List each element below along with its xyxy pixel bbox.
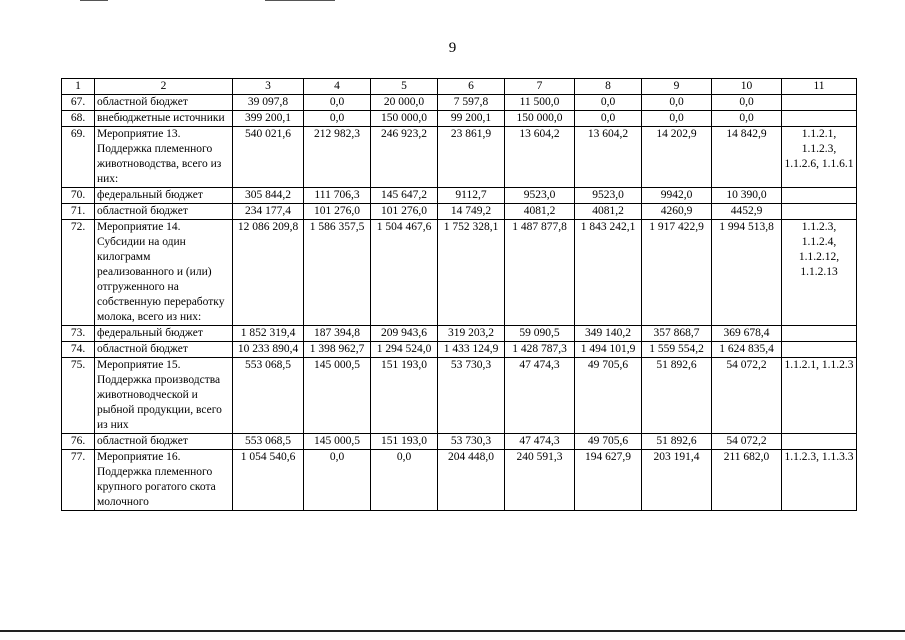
row-number-cell: 71. [62, 204, 95, 220]
column-header: 8 [575, 79, 642, 95]
value-cell: 0,0 [712, 111, 782, 127]
value-cell: 211 682,0 [712, 450, 782, 511]
value-cell: 1 917 422,9 [642, 220, 712, 326]
value-cell: 234 177,4 [233, 204, 304, 220]
value-cell: 0,0 [642, 111, 712, 127]
value-cell: 1 752 328,1 [438, 220, 505, 326]
row-number-cell: 68. [62, 111, 95, 127]
value-cell: 14 202,9 [642, 127, 712, 188]
top-edge-line [265, 0, 335, 1]
value-cell: 305 844,2 [233, 188, 304, 204]
value-cell: 540 021,6 [233, 127, 304, 188]
value-cell: 0,0 [371, 450, 438, 511]
table-row [62, 204, 857, 220]
value-cell: 14 749,2 [438, 204, 505, 220]
value-cell: 1 852 319,4 [233, 326, 304, 342]
value-cell: 47 474,3 [505, 434, 575, 450]
value-cell: 1 054 540,6 [233, 450, 304, 511]
row-name-cell: федеральный бюджет [95, 326, 233, 342]
indicator-codes-cell: 1.1.2.1, 1.1.2.3, 1.1.2.6, 1.1.6.1 [782, 127, 857, 188]
row-name-cell: областной бюджет [95, 95, 233, 111]
row-number-cell: 74. [62, 342, 95, 358]
page-number: 9 [448, 40, 457, 56]
value-cell: 9523,0 [575, 188, 642, 204]
value-cell: 150 000,0 [505, 111, 575, 127]
value-cell: 7 597,8 [438, 95, 505, 111]
value-cell: 4260,9 [642, 204, 712, 220]
value-cell: 54 072,2 [712, 358, 782, 434]
value-cell: 1 559 554,2 [642, 342, 712, 358]
table-row [62, 342, 857, 358]
row-name-cell: Мероприятие 14. Субсидии на один килограмм реализованного и (или) отгруженного на собственную переработку молока, всего из них: [95, 220, 233, 326]
table-row [62, 127, 857, 188]
row-number-cell: 67. [62, 95, 95, 111]
value-cell: 39 097,8 [233, 95, 304, 111]
indicator-codes-cell: 1.1.2.1, 1.1.2.3 [782, 358, 857, 434]
value-cell: 1 433 124,9 [438, 342, 505, 358]
value-cell: 1 504 467,6 [371, 220, 438, 326]
value-cell: 151 193,0 [371, 434, 438, 450]
column-header: 9 [642, 79, 712, 95]
value-cell: 1 624 835,4 [712, 342, 782, 358]
row-number-cell: 72. [62, 220, 95, 326]
value-cell: 194 627,9 [575, 450, 642, 511]
row-number-cell: 75. [62, 358, 95, 434]
value-cell: 0,0 [575, 95, 642, 111]
value-cell: 23 861,9 [438, 127, 505, 188]
value-cell: 204 448,0 [438, 450, 505, 511]
value-cell: 10 390,0 [712, 188, 782, 204]
row-number-cell: 77. [62, 450, 95, 511]
value-cell: 51 892,6 [642, 434, 712, 450]
value-cell: 246 923,2 [371, 127, 438, 188]
table-row [62, 450, 857, 511]
column-header: 5 [371, 79, 438, 95]
value-cell: 212 982,3 [304, 127, 371, 188]
column-header: 2 [95, 79, 233, 95]
value-cell: 187 394,8 [304, 326, 371, 342]
value-cell: 203 191,4 [642, 450, 712, 511]
row-number-cell: 73. [62, 326, 95, 342]
value-cell: 53 730,3 [438, 434, 505, 450]
value-cell: 49 705,6 [575, 434, 642, 450]
value-cell: 9523,0 [505, 188, 575, 204]
value-cell: 553 068,5 [233, 434, 304, 450]
value-cell: 51 892,6 [642, 358, 712, 434]
value-cell: 1 428 787,3 [505, 342, 575, 358]
value-cell: 49 705,6 [575, 358, 642, 434]
row-number-cell: 70. [62, 188, 95, 204]
value-cell: 0,0 [304, 450, 371, 511]
value-cell: 9942,0 [642, 188, 712, 204]
row-name-cell: областной бюджет [95, 204, 233, 220]
value-cell: 0,0 [304, 111, 371, 127]
value-cell: 11 500,0 [505, 95, 575, 111]
indicator-codes-cell [782, 342, 857, 358]
value-cell: 99 200,1 [438, 111, 505, 127]
column-header: 3 [233, 79, 304, 95]
table-row [62, 111, 857, 127]
value-cell: 553 068,5 [233, 358, 304, 434]
value-cell: 47 474,3 [505, 358, 575, 434]
row-name-cell: Мероприятие 15. Поддержка производства животноводческой и рыбной продукции, всего из них [95, 358, 233, 434]
row-name-cell: внебюджетные источники [95, 111, 233, 127]
table-row [62, 434, 857, 450]
value-cell: 101 276,0 [371, 204, 438, 220]
value-cell: 1 294 524,0 [371, 342, 438, 358]
value-cell: 13 604,2 [575, 127, 642, 188]
value-cell: 145 647,2 [371, 188, 438, 204]
value-cell: 349 140,2 [575, 326, 642, 342]
indicator-codes-cell [782, 326, 857, 342]
indicator-codes-cell [782, 95, 857, 111]
value-cell: 0,0 [575, 111, 642, 127]
row-name-cell: областной бюджет [95, 434, 233, 450]
value-cell: 369 678,4 [712, 326, 782, 342]
value-cell: 1 487 877,8 [505, 220, 575, 326]
column-number-row [62, 79, 857, 95]
column-header: 1 [62, 79, 95, 95]
table-row [62, 358, 857, 434]
value-cell: 20 000,0 [371, 95, 438, 111]
value-cell: 150 000,0 [371, 111, 438, 127]
value-cell: 111 706,3 [304, 188, 371, 204]
value-cell: 145 000,5 [304, 358, 371, 434]
indicator-codes-cell: 1.1.2.3, 1.1.3.3 [782, 450, 857, 511]
top-edge-line [80, 0, 108, 1]
value-cell: 101 276,0 [304, 204, 371, 220]
column-header: 7 [505, 79, 575, 95]
value-cell: 4081,2 [505, 204, 575, 220]
indicator-codes-cell [782, 111, 857, 127]
value-cell: 0,0 [712, 95, 782, 111]
table-row [62, 326, 857, 342]
column-header: 6 [438, 79, 505, 95]
row-number-cell: 76. [62, 434, 95, 450]
indicator-codes-cell: 1.1.2.3, 1.1.2.4, 1.1.2.12, 1.1.2.13 [782, 220, 857, 326]
column-header: 4 [304, 79, 371, 95]
value-cell: 319 203,2 [438, 326, 505, 342]
value-cell: 0,0 [642, 95, 712, 111]
value-cell: 4452,9 [712, 204, 782, 220]
value-cell: 4081,2 [575, 204, 642, 220]
indicator-codes-cell [782, 434, 857, 450]
row-number-cell: 69. [62, 127, 95, 188]
value-cell: 399 200,1 [233, 111, 304, 127]
value-cell: 1 843 242,1 [575, 220, 642, 326]
value-cell: 14 842,9 [712, 127, 782, 188]
table-row [62, 188, 857, 204]
value-cell: 0,0 [304, 95, 371, 111]
row-name-cell: областной бюджет [95, 342, 233, 358]
value-cell: 1 994 513,8 [712, 220, 782, 326]
bottom-edge-line [0, 630, 905, 632]
value-cell: 9112,7 [438, 188, 505, 204]
value-cell: 240 591,3 [505, 450, 575, 511]
row-name-cell: федеральный бюджет [95, 188, 233, 204]
value-cell: 12 086 209,8 [233, 220, 304, 326]
value-cell: 357 868,7 [642, 326, 712, 342]
indicator-codes-cell [782, 188, 857, 204]
value-cell: 53 730,3 [438, 358, 505, 434]
value-cell: 1 494 101,9 [575, 342, 642, 358]
row-name-cell: Мероприятие 13. Поддержка племенного животноводства, всего из них: [95, 127, 233, 188]
value-cell: 151 193,0 [371, 358, 438, 434]
value-cell: 1 586 357,5 [304, 220, 371, 326]
value-cell: 10 233 890,4 [233, 342, 304, 358]
row-name-cell: Мероприятие 16. Поддержка племенного крупного рогатого скота молочного [95, 450, 233, 511]
value-cell: 54 072,2 [712, 434, 782, 450]
table-row [62, 220, 857, 326]
value-cell: 1 398 962,7 [304, 342, 371, 358]
budget-table [61, 78, 857, 511]
table-row [62, 95, 857, 111]
value-cell: 13 604,2 [505, 127, 575, 188]
value-cell: 59 090,5 [505, 326, 575, 342]
value-cell: 145 000,5 [304, 434, 371, 450]
column-header: 10 [712, 79, 782, 95]
value-cell: 209 943,6 [371, 326, 438, 342]
column-header: 11 [782, 79, 857, 95]
indicator-codes-cell [782, 204, 857, 220]
